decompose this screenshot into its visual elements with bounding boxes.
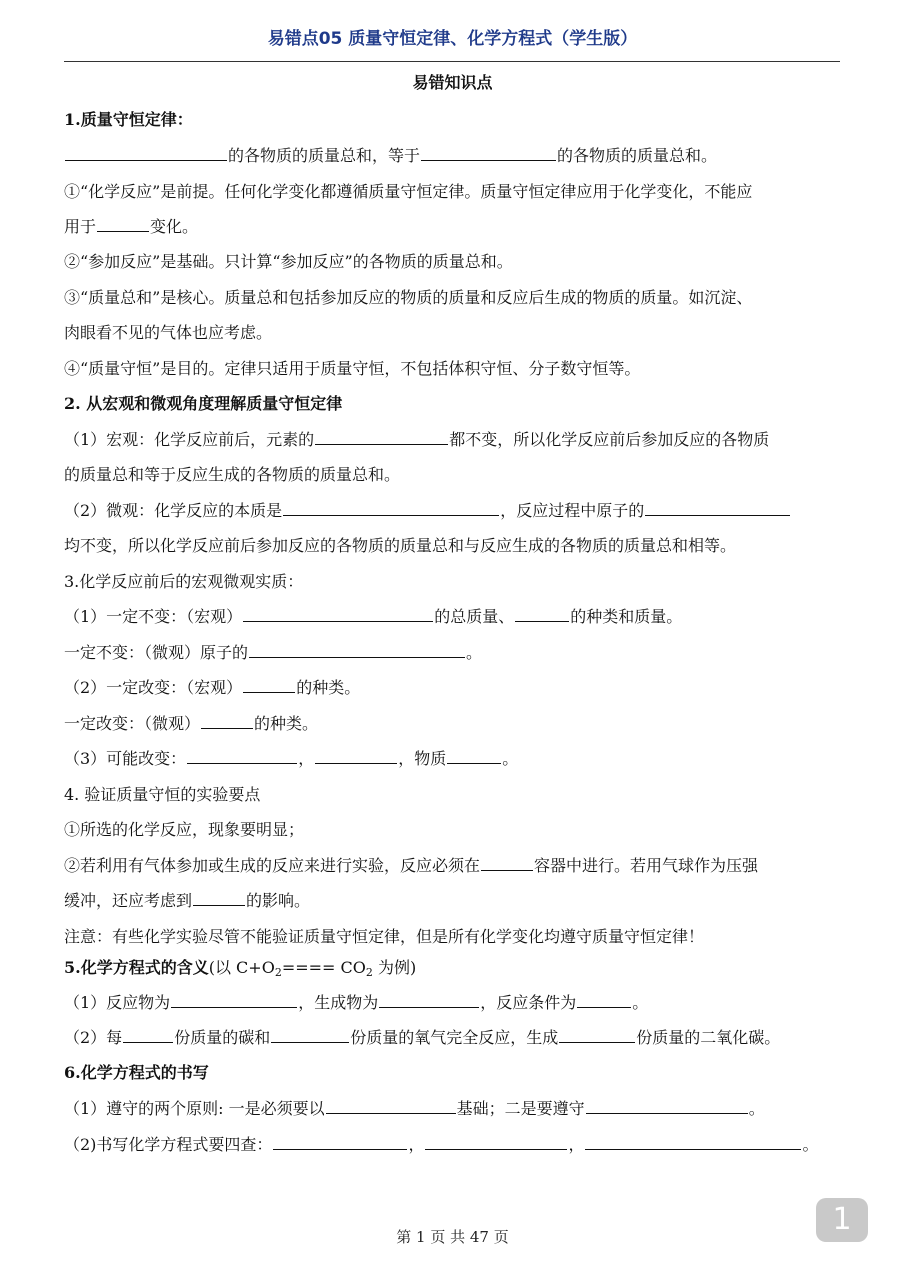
s3-line-1: （1）一定不变：（宏观） 的总质量、 的种类和质量。 [64,607,683,626]
fill-blank[interactable] [586,1099,748,1114]
fill-blank[interactable] [379,993,479,1008]
fill-blank[interactable] [577,993,631,1008]
s1-heading: 1.质量守恒定律： [64,110,193,129]
fill-blank[interactable] [187,749,297,764]
fill-blank[interactable] [315,430,448,445]
s4-line-3: 缓冲，还应考虑到 的影响。 [64,891,311,910]
s4-line-2: ②若利用有气体参加或生成的反应来进行实验，反应必须在 容器中进行。若用气球作为压强 [64,856,759,875]
s3-line-2: 一定不变：（微观）原子的 。 [64,643,483,662]
s1-line-4: ②“参加反应”是基础。只计算“参加反应”的各物质的质量总和。 [64,252,513,271]
fill-blank[interactable] [123,1028,173,1043]
fill-blank[interactable] [193,891,245,906]
fill-blank[interactable] [559,1028,635,1043]
s1-line-6: 肉眼看不见的气体也应考虑。 [64,323,273,342]
fill-blank[interactable] [645,501,790,516]
s5-heading: 5.化学方程式的含义(以 $C+O_2==== CO_2$ 为例) [64,958,417,979]
fill-blank[interactable] [97,217,149,232]
s1-line-1: 的各物质的质量总和，等于 的各物质的质量总和。 [64,146,844,166]
fill-blank[interactable] [65,146,227,161]
s4-line-4: 注意：有些化学实验尽管不能验证质量守恒定律，但是所有化学变化均遵守质量守恒定律！ [64,927,705,946]
document-header-title: 易错点05 质量守恒定律、化学方程式（学生版） [267,29,638,49]
fill-blank[interactable] [271,1028,349,1043]
s6-heading: 6.化学方程式的书写 [64,1063,209,1082]
fill-blank[interactable] [201,714,253,729]
s1-line-5: ③“质量总和”是核心。质量总和包括参加反应的物质的质量和反应后生成的物质的质量。如沉淀、 [64,288,753,307]
s6-line-1: （1）遵守的两个原则: 一是必须要以 基础；二是要遵守 。 [64,1099,765,1118]
s4-line-1: ①所选的化学反应，现象要明显； [64,820,305,839]
s6-line-2: （2)书写化学方程式要四查： ， ， 。 [64,1135,819,1154]
s1-line-2: ①“化学反应”是前提。任何化学变化都遵循质量守恒定律。质量守恒定律应用于化学变化，不能应 [64,182,753,201]
fill-blank[interactable] [243,607,433,622]
s2-heading: 2. 从宏观和微观角度理解质量守恒定律 [64,394,343,413]
s2-line-3: （2）微观：化学反应的本质是 ，反应过程中原子的 [64,501,844,521]
s1-line-7: ④“质量守恒”是目的。定律只适用于质量守恒，不包括体积守恒、分子数守恒等。 [64,359,641,378]
s3-line-4: 一定改变：（微观） 的种类。 [64,714,319,733]
fill-blank[interactable] [283,501,499,516]
fill-blank[interactable] [515,607,569,622]
page-number-badge[interactable]: 1 [816,1198,868,1242]
fill-blank[interactable] [243,678,295,693]
fill-blank[interactable] [421,146,556,161]
s3-heading: 3.化学反应前后的宏观微观实质： [64,572,304,591]
fill-blank[interactable] [273,1135,407,1150]
fill-blank[interactable] [447,749,501,764]
fill-blank[interactable] [171,993,297,1008]
fill-blank[interactable] [425,1135,567,1150]
section-title: 易错知识点 [412,73,493,92]
s3-line-3: （2）一定改变：（宏观） 的种类。 [64,678,361,697]
s2-line-2: 的质量总和等于反应生成的各物质的质量总和。 [64,465,401,484]
s2-line-1: （1）宏观：化学反应前后，元素的 都不变，所以化学反应前后参加反应的各物质 [64,430,770,449]
s1-line-3: 用于 变化。 [64,217,199,236]
s5-line-2: （2）每 份质量的碳和 份质量的氧气完全反应，生成 份质量的二氧化碳。 [64,1028,781,1047]
header-rule [64,61,840,62]
fill-blank[interactable] [315,749,397,764]
fill-blank[interactable] [326,1099,456,1114]
fill-blank[interactable] [481,856,533,871]
fill-blank[interactable] [249,643,465,658]
s3-line-5: （3）可能改变： ， ，物质 。 [64,749,519,768]
s5-line-1: （1）反应物为 ，生成物为 ，反应条件为 。 [64,993,649,1012]
s4-heading: 4. 验证质量守恒的实验要点 [64,785,261,804]
page-footer: 第 1 页 共 47 页 [396,1228,509,1246]
s2-line-4: 均不变，所以化学反应前后参加反应的各物质的质量总和与反应生成的各物质的质量总和相等。 [64,536,737,555]
fill-blank[interactable] [585,1135,801,1150]
